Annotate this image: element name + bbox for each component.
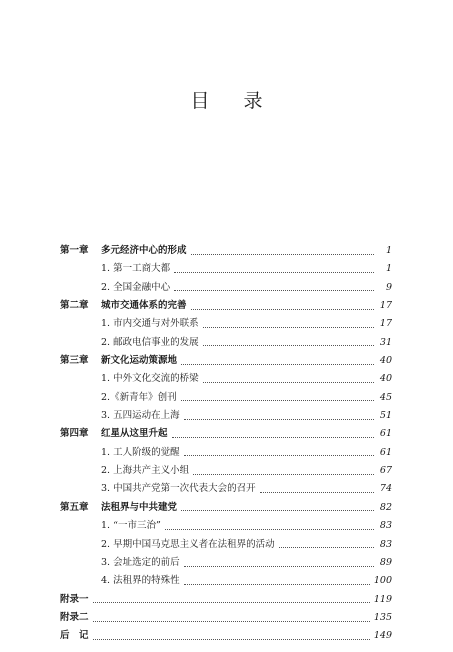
leader-dots xyxy=(203,321,374,328)
toc-chapter-row xyxy=(60,352,392,370)
leader-dots xyxy=(93,615,370,622)
leader-dots xyxy=(165,523,374,530)
leader-dots xyxy=(174,284,374,291)
section-title: 2. 全国金融中心 xyxy=(101,281,171,293)
page-number: 1 xyxy=(385,263,392,275)
leader-dots xyxy=(191,303,374,310)
page-number: 40 xyxy=(379,373,392,385)
leader-dots xyxy=(191,248,374,255)
toc-appendix-row xyxy=(60,627,392,645)
leader-dots xyxy=(181,394,374,401)
chapter-number: 第四章 xyxy=(60,428,89,440)
leader-dots xyxy=(93,633,370,640)
chapter-title: 城市交通体系的完善 xyxy=(101,300,187,312)
page-number: 119 xyxy=(373,593,392,605)
toc-chapter-row xyxy=(60,242,392,260)
chapter-number: 第一章 xyxy=(60,245,89,256)
page-title: 目 录 xyxy=(190,90,277,112)
toc-section-row xyxy=(60,370,392,388)
page-number: 83 xyxy=(379,520,392,532)
page-number: 45 xyxy=(379,391,392,403)
leader-dots xyxy=(260,486,374,493)
toc-section-row xyxy=(60,389,392,407)
table-of-contents xyxy=(60,242,392,646)
section-title: 1. “一市三治” xyxy=(101,520,161,532)
chapter-title: 红星从这里升起 xyxy=(101,428,168,440)
page-number: 51 xyxy=(379,410,392,422)
chapter-number: 第二章 xyxy=(60,300,89,312)
page-number: 135 xyxy=(373,611,392,623)
toc-appendix-row xyxy=(60,591,392,609)
section-title: 2. 早期中国马克思主义者在法租界的活动 xyxy=(101,538,275,550)
appendix-title: 后 记 xyxy=(60,630,89,642)
page-number: 9 xyxy=(385,281,392,293)
toc-section-row xyxy=(60,554,392,572)
page-number: 1 xyxy=(385,245,392,256)
section-title: 2.《新青年》创刊 xyxy=(101,391,177,403)
toc-chapter-row xyxy=(60,425,392,443)
page-number: 89 xyxy=(379,556,392,568)
leader-dots xyxy=(93,596,370,603)
toc-section-row xyxy=(60,536,392,554)
page-number: 40 xyxy=(379,355,392,367)
toc-section-row xyxy=(60,279,392,297)
page-number: 17 xyxy=(379,318,392,330)
toc-section-row xyxy=(60,517,392,535)
chapter-title: 多元经济中心的形成 xyxy=(101,245,187,256)
leader-dots xyxy=(203,339,374,346)
section-title: 2. 上海共产主义小组 xyxy=(101,465,190,477)
toc-appendix-row xyxy=(60,609,392,627)
page-number: 17 xyxy=(379,300,392,312)
leader-dots xyxy=(181,504,374,511)
toc-section-row xyxy=(60,462,392,480)
toc-section-row xyxy=(60,407,392,425)
page-number: 149 xyxy=(373,630,392,642)
leader-dots xyxy=(184,413,374,420)
page-number: 67 xyxy=(379,465,392,477)
section-title: 2. 邮政电信事业的发展 xyxy=(101,336,199,348)
chapter-title: 法租界与中共建党 xyxy=(101,501,178,513)
toc-chapter-row xyxy=(60,499,392,517)
page-number: 61 xyxy=(379,428,392,440)
toc-section-row xyxy=(60,572,392,590)
page-number: 100 xyxy=(373,575,392,587)
toc-section-row xyxy=(60,480,392,498)
leader-dots xyxy=(203,376,374,383)
section-title: 3. 五四运动在上海 xyxy=(101,410,180,422)
leader-dots xyxy=(279,541,374,548)
toc-section-row xyxy=(60,260,392,278)
section-title: 1. 工人阶级的觉醒 xyxy=(101,446,180,458)
section-title: 1. 中外文化交流的桥梁 xyxy=(101,373,199,385)
toc-section-row xyxy=(60,315,392,333)
page-number: 82 xyxy=(379,501,392,513)
toc-section-row xyxy=(60,444,392,462)
page-number: 61 xyxy=(379,446,392,458)
toc-section-row xyxy=(60,334,392,352)
page-number: 31 xyxy=(379,336,392,348)
section-title: 1. 市内交通与对外联系 xyxy=(101,318,199,330)
appendix-title: 附录一 xyxy=(60,593,89,605)
appendix-title: 附录二 xyxy=(60,611,89,623)
section-title: 1. 第一工商大都 xyxy=(101,263,171,275)
toc-chapter-row xyxy=(60,297,392,315)
leader-dots xyxy=(174,266,374,273)
leader-dots xyxy=(184,578,370,585)
chapter-number: 第五章 xyxy=(60,501,89,513)
chapter-number: 第三章 xyxy=(60,355,89,367)
section-title: 3. 中国共产党第一次代表大会的召开 xyxy=(101,483,256,495)
leader-dots xyxy=(181,358,374,365)
leader-dots xyxy=(193,468,374,475)
section-title: 3. 会址选定的前后 xyxy=(101,556,180,568)
page-number: 74 xyxy=(379,483,392,495)
leader-dots xyxy=(172,431,374,438)
page-number: 83 xyxy=(379,538,392,550)
leader-dots xyxy=(184,560,374,567)
chapter-title: 新文化运动策源地 xyxy=(101,355,178,367)
section-title: 4. 法租界的特殊性 xyxy=(101,575,180,587)
leader-dots xyxy=(184,449,374,456)
